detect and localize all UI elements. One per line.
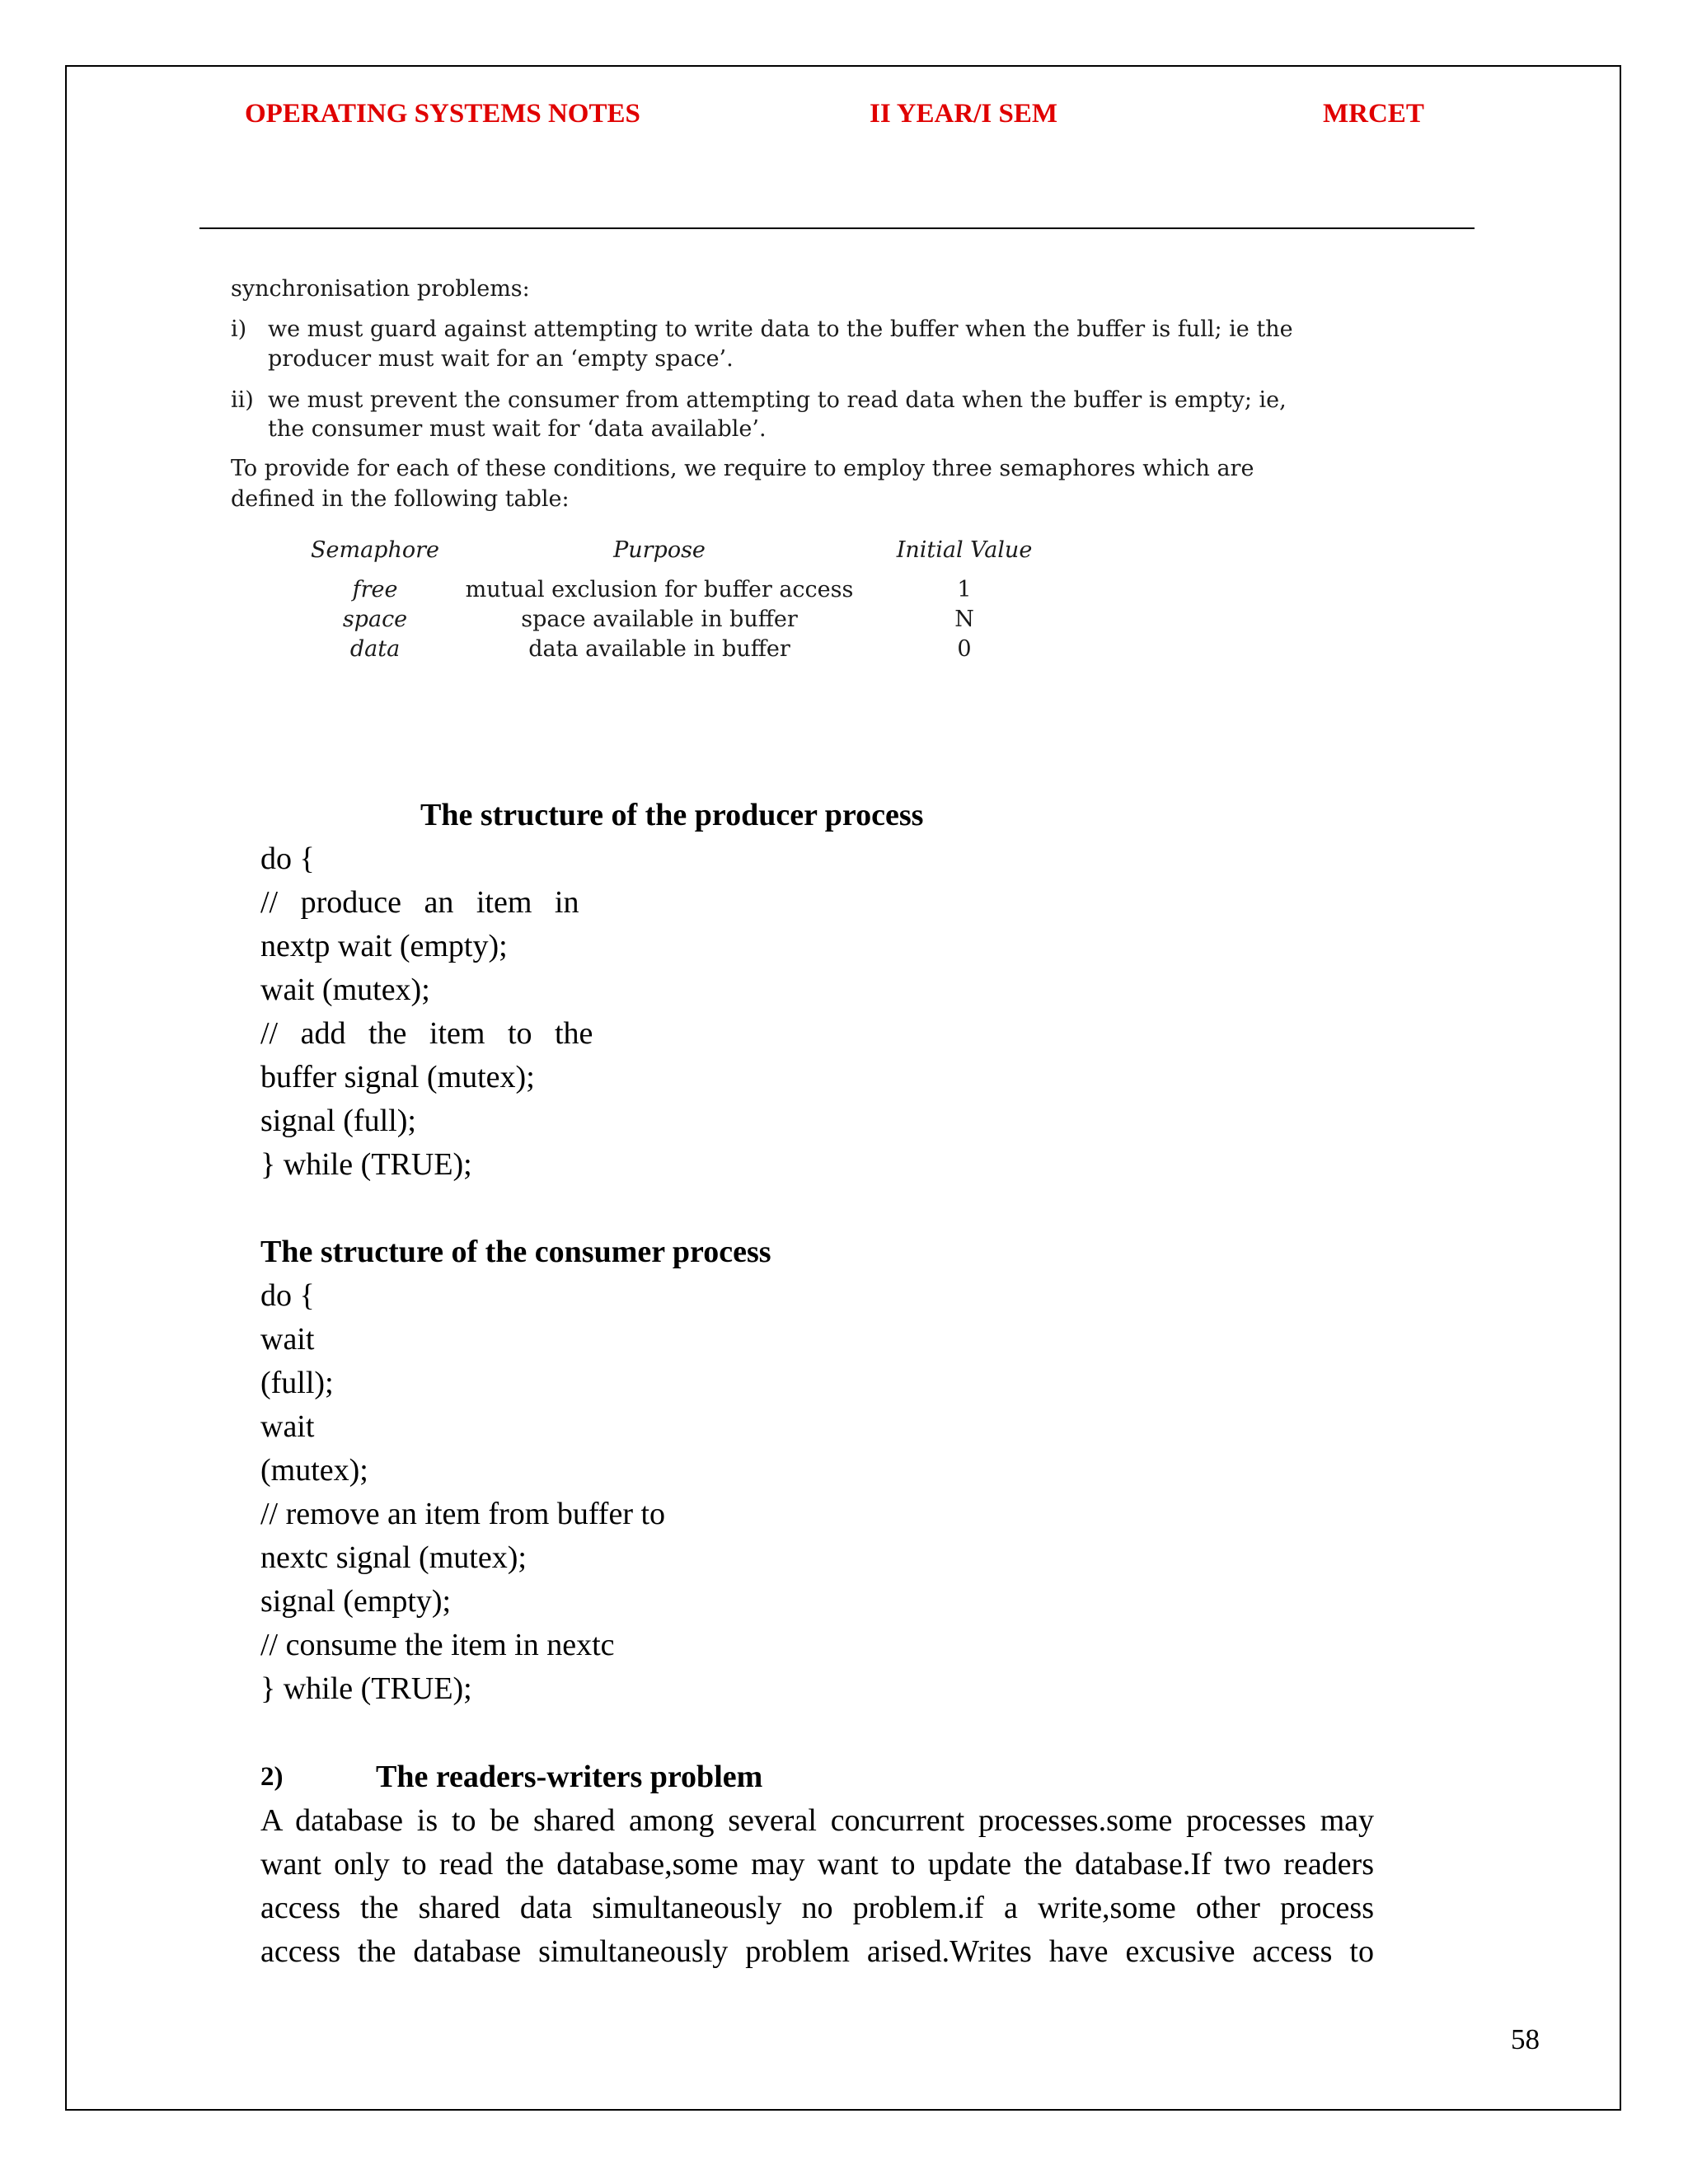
code-line: do { [260, 841, 315, 876]
scan-item1-line1: we must guard against attempting to write data to the buffer when the buffer is full; ie the [268, 316, 1293, 342]
page-number: 58 [1511, 2023, 1540, 2055]
header-institution: MRCET [1323, 99, 1424, 129]
table-header-purpose: Purpose [613, 537, 706, 563]
consumer-heading: The structure of the consumer process [260, 1235, 771, 1269]
table-cell-purpose: mutual exclusion for buffer access [465, 577, 854, 602]
table-header-semaphore: Semaphore [311, 537, 439, 563]
code-line: nextp wait (empty); [260, 929, 508, 963]
table-cell-initial-value: 0 [957, 636, 972, 662]
code-line: wait (mutex); [260, 972, 430, 1007]
paragraph-line: A database is to be shared among several concurrent processes.some processes may [260, 1803, 1374, 1838]
header-rule [199, 227, 1475, 229]
scan-item2-number: ii) [231, 387, 254, 413]
section-heading: The readers-writers problem [376, 1760, 763, 1794]
paragraph-line: access the database simultaneously problem arised.Writes have excusive access to [260, 1934, 1374, 1969]
table-cell-purpose: data available in buffer [528, 636, 790, 662]
code-line: } while (TRUE); [260, 1671, 472, 1706]
table-cell-initial-value: 1 [957, 577, 972, 602]
scan-item1-number: i) [231, 316, 247, 342]
code-line: signal (empty); [260, 1584, 452, 1619]
header-course-title: OPERATING SYSTEMS NOTES [245, 99, 640, 129]
table-cell-semaphore: data [349, 636, 401, 662]
header-year-semester: II YEAR/I SEM [870, 99, 1057, 129]
code-line: (mutex); [260, 1453, 368, 1488]
code-line: // remove an item from buffer to [260, 1497, 666, 1531]
code-line: // add the item to the [260, 1016, 593, 1051]
section-number: 2) [260, 1762, 284, 1792]
producer-heading: The structure of the producer process [420, 798, 924, 832]
code-line: signal (full); [260, 1104, 416, 1138]
code-line: } while (TRUE); [260, 1147, 472, 1182]
code-line: wait [260, 1322, 315, 1357]
scan-paragraph-line2: defined in the following table: [231, 486, 570, 512]
scan-paragraph-line1: To provide for each of these conditions, we require to employ three semaphores which are [231, 456, 1254, 481]
table-header-initial-value: Initial Value [896, 537, 1033, 563]
table-cell-initial-value: N [954, 607, 974, 632]
table-cell-purpose: space available in buffer [521, 607, 798, 632]
scan-item1-line2: producer must wait for an ‘empty space’. [268, 346, 734, 372]
table-cell-semaphore: space [342, 607, 408, 632]
paragraph-line: access the shared data simultaneously no problem.if a write,some other process [260, 1891, 1374, 1925]
scan-item2-line2: the consumer must wait for ‘data available’. [268, 416, 767, 442]
code-line: buffer signal (mutex); [260, 1060, 535, 1094]
code-line: nextc signal (mutex); [260, 1540, 527, 1575]
scan-item2-line1: we must prevent the consumer from attempting to read data when the buffer is empty; ie, [268, 387, 1287, 413]
paragraph-line: want only to read the database,some may want to update the database.If two readers [260, 1847, 1374, 1882]
code-line: // produce an item in [260, 885, 579, 920]
code-line: (full); [260, 1366, 334, 1400]
scan-intro: synchronisation problems: [231, 276, 530, 302]
table-cell-semaphore: free [352, 577, 398, 602]
code-line: do { [260, 1278, 315, 1313]
code-line: // consume the item in nextc [260, 1628, 615, 1662]
code-line: wait [260, 1409, 315, 1444]
